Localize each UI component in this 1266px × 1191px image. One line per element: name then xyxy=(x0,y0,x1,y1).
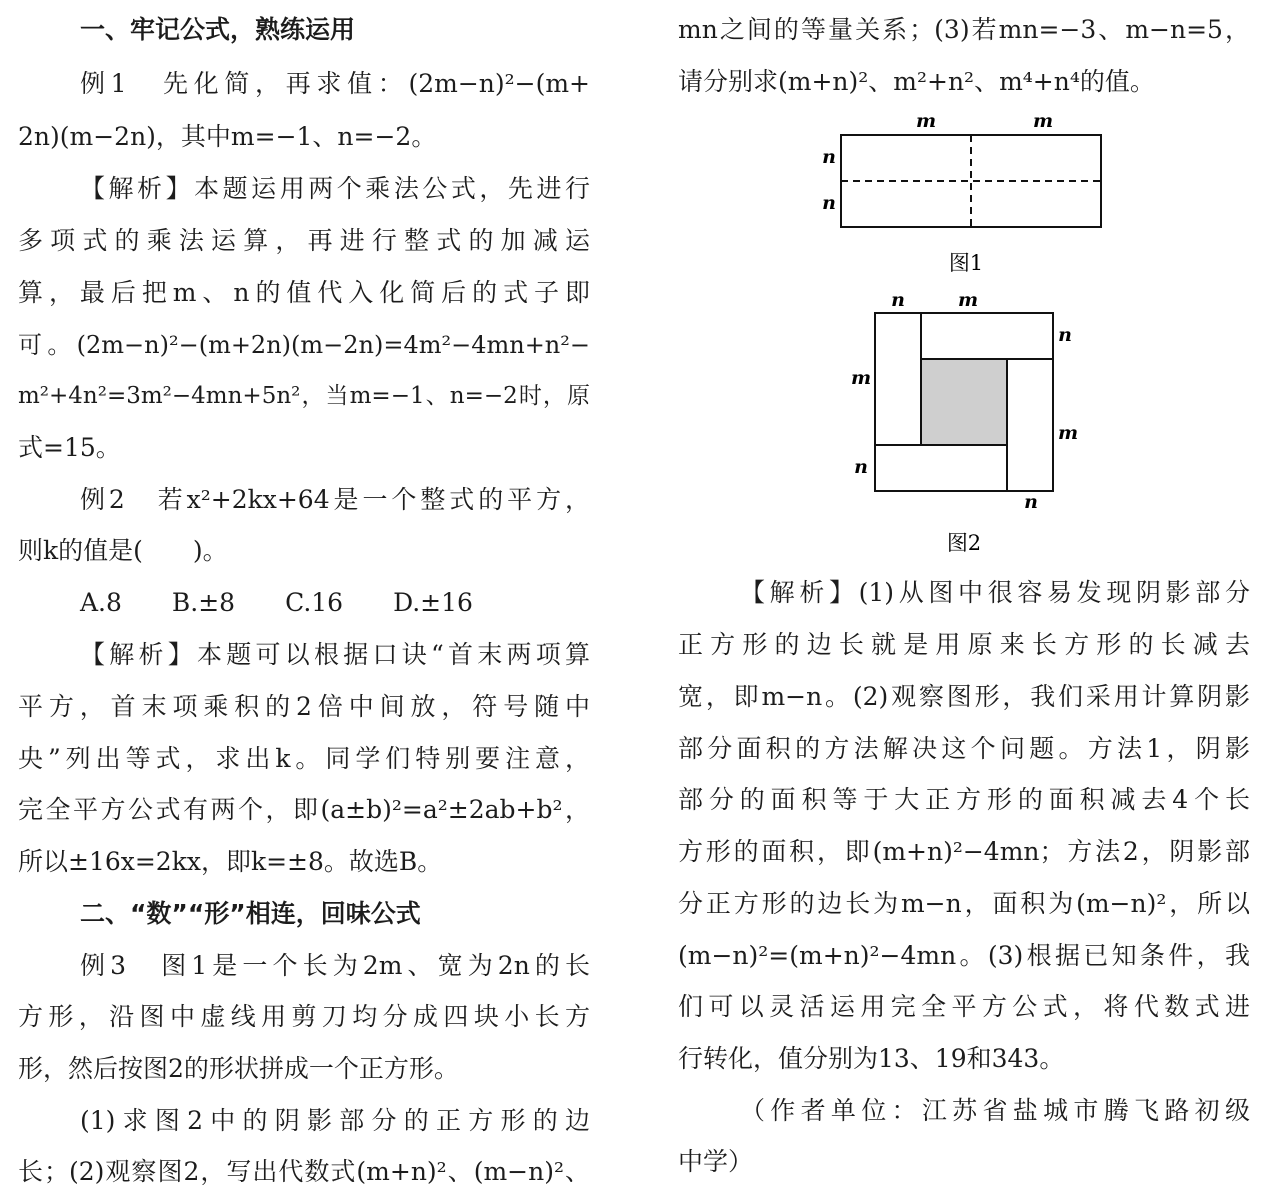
text-line: 宽，即m−n。(2)观察图形，我们采用计算阴影 xyxy=(678,682,1250,711)
text-line: 行转化，值分别为13、19和343。 xyxy=(678,1044,1065,1073)
text-line: 部分的面积等于大正方形的面积减去4个长 xyxy=(678,785,1250,814)
figure2-label-n-bottom: n xyxy=(1024,491,1038,513)
text-line: m²+4n²=3m²−4mn+5n²，当m=−1、n=−2时，原 xyxy=(18,383,590,409)
figure2-label-m-right: m xyxy=(1057,422,1079,444)
text-line: mn之间的等量关系；(3)若mn=−3、m−n=5， xyxy=(678,15,1250,44)
text-line: 长；(2)观察图2，写出代数式(m+n)²、(m−n)²、 xyxy=(18,1157,590,1186)
figure1-label-m: m xyxy=(915,110,937,132)
text-line: 可。(2m−n)²−(m+2n)(m−2n)=4m²−4mn+n²− xyxy=(18,331,590,359)
text-line: 所以±16x=2kx，即k=±8。故选B。 xyxy=(18,847,443,876)
figure1-caption: 图1 xyxy=(948,251,984,275)
text-line: (m−n)²=(m+n)²−4mn。(3)根据已知条件，我 xyxy=(678,941,1250,970)
figure1-label-n: n xyxy=(822,192,836,214)
section-heading-2: 二、“数”“形”相连，回味公式 xyxy=(80,899,421,928)
figure2-shaded-square xyxy=(921,359,1007,445)
text-line: 算，最后把m、n的值代入化简后的式子即 xyxy=(18,278,590,307)
figure1-label-m: m xyxy=(1032,110,1054,132)
text-line: 【解析】本题可以根据口诀“首末两项算 xyxy=(80,640,590,669)
text-line: 方形，沿图中虚线用剪刀均分成四块小长方 xyxy=(18,1002,590,1031)
text-line: 请分别求(m+n)²、m²+n²、m⁴+n⁴的值。 xyxy=(678,67,1155,96)
answer-options: A.8 B.±8 C.16 D.±16 xyxy=(80,588,473,617)
figure-1 xyxy=(818,108,1118,278)
figure2-label-n-left: n xyxy=(854,456,868,478)
figure2-label-m-top: m xyxy=(957,289,979,311)
text-line: 例3 图1是一个长为2m、宽为2n的长 xyxy=(80,951,590,980)
figure2-label-m-left: m xyxy=(850,367,872,389)
text-line: 分正方形的边长为m−n，面积为(m−n)²，所以 xyxy=(678,889,1250,918)
text-line: 2n)(m−2n)，其中m=−1、n=−2。 xyxy=(18,122,437,151)
text-line: 形，然后按图2的形状拼成一个正方形。 xyxy=(18,1054,459,1083)
text-line: 【解析】本题运用两个乘法公式，先进行 xyxy=(80,174,590,203)
text-line: 例2 若x²+2kx+64是一个整式的平方， xyxy=(80,485,590,514)
text-line: 方形的面积，即(m+n)²−4mn；方法2，阴影部 xyxy=(678,837,1250,866)
figure2-label-n-top: n xyxy=(891,289,905,311)
section-heading-1: 一、牢记公式，熟练运用 xyxy=(80,15,356,44)
text-line: 例1 先化简，再求值：(2m−n)²−(m+ xyxy=(80,69,590,98)
text-line: 部分面积的方法解决这个问题。方法1，阴影 xyxy=(678,734,1250,763)
author-affiliation: （作者单位：江苏省盐城市腾飞路初级 xyxy=(740,1096,1250,1125)
author-affiliation: 中学） xyxy=(678,1147,754,1176)
figure1-label-n: n xyxy=(822,146,836,168)
text-line: 平方，首末项乘积的2倍中间放，符号随中 xyxy=(18,692,590,721)
text-line: (1)求图2中的阴影部分的正方形的边 xyxy=(80,1106,590,1135)
text-line: 们可以灵活运用完全平方公式，将代数式进 xyxy=(678,992,1250,1021)
text-line: 完全平方公式有两个，即(a±b)²=a²±2ab+b²， xyxy=(18,795,590,824)
text-line: 则k的值是( )。 xyxy=(18,536,228,565)
text-line: 【解析】(1)从图中很容易发现阴影部分 xyxy=(740,578,1250,607)
text-line: 多项式的乘法运算，再进行整式的加减运 xyxy=(18,226,590,255)
text-line: 央”列出等式，求出k。同学们特别要注意， xyxy=(18,744,590,773)
figure-2 xyxy=(838,282,1098,558)
text-line: 式=15。 xyxy=(18,433,121,462)
text-line: 正方形的边长就是用原来长方形的长减去 xyxy=(678,630,1250,659)
figure2-caption: 图2 xyxy=(946,531,982,555)
figure2-label-n-right: n xyxy=(1058,324,1072,346)
